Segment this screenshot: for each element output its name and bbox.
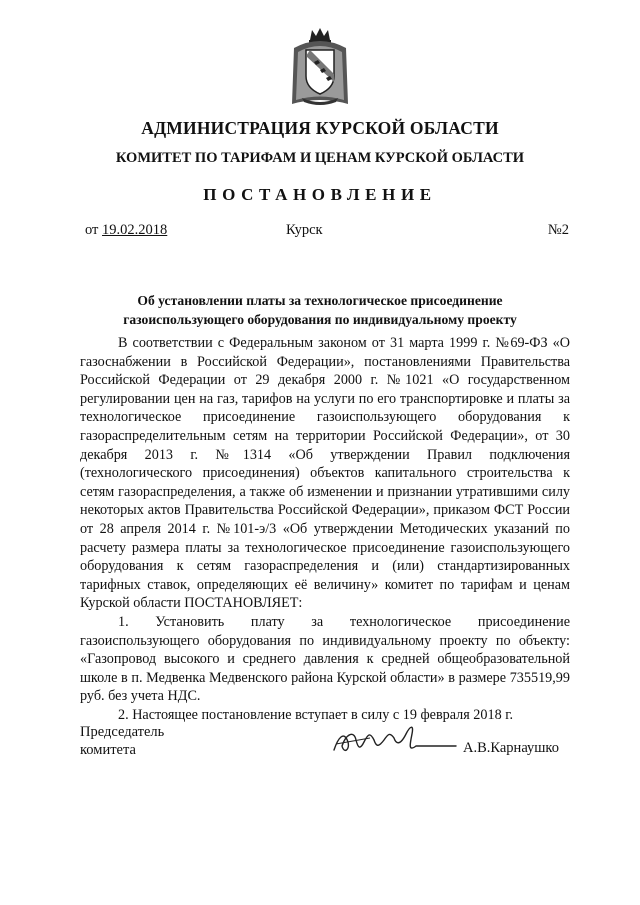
position-line-2: комитета	[80, 742, 136, 758]
resolution-item-1: 1. Установить плату за технологическое присоединение газоиспользующего оборудования по индивидуальному проекту по объекту: «Газопровод высокого и среднего давления к средней общеобразовательной школе в п. Медвенка Медвенского района Курской области» в размере 735519,99 руб. без учета НДС.	[80, 613, 570, 705]
handwritten-signature	[330, 720, 460, 760]
signer-name: А.В.Карнаушко	[463, 740, 559, 756]
document-number: №2	[547, 222, 569, 238]
document-date	[85, 222, 167, 239]
document-subject	[90, 291, 550, 329]
document-type: ПОСТАНОВЛЕНИЕ	[203, 185, 437, 204]
date-prefix: от	[85, 222, 103, 238]
date-value: 19.02.2018	[102, 222, 168, 238]
resolution-item-2: 2. Настоящее постановление вступает в силу с 19 февраля 2018 г.	[118, 706, 513, 723]
subject-line-2: газоиспользующего оборудования по индивидуальному проекту	[123, 312, 517, 327]
preamble-paragraph: В соответствии с Федеральным законом от 31 марта 1999 г. №69-ФЗ «О газоснабжении в Российской Федерации», постановлениями Правительства Российской Федерации от 29 декабря 2000 г. №1021 «О государственном регулировании цен на газ, тарифов на услуги по его транспортировке и платы за технологическое присоединение газоиспользующего оборудования к газораспределительным сетям на территории Российской Федерации», от 30 декабря 2013 г. №1314 «Об утверждении Правил подключения (технологического присоединения) объектов капитального строительства к сетям газораспределения, а также об изменении и признании утратившими силу некоторых актов Правительства Российской Федерации», приказом ФСТ России от 28 апреля 2014 г. №101-э/3 «Об утверждении Методических указаний по расчету размера платы за технологическое присоединение газоиспользующего оборудования к сетям газораспределения и (или) стандартизированных тарифных ставок, определяющих её величину» комитет по тарифам и ценам Курской области ПОСТАНОВЛЯЕТ:	[80, 335, 570, 612]
coat-of-arms-icon	[288, 26, 352, 108]
document-body	[80, 334, 570, 724]
document-city: Курск	[286, 222, 323, 238]
subject-line-1: Об установлении платы за технологическое присоединение	[137, 293, 503, 308]
organization-title: АДМИНИСТРАЦИЯ КУРСКОЙ ОБЛАСТИ	[141, 118, 499, 138]
position-line-1: Председатель	[80, 724, 165, 740]
signatory-position	[80, 723, 164, 759]
committee-title: КОМИТЕТ ПО ТАРИФАМ И ЦЕНАМ КУРСКОЙ ОБЛАСТИ	[115, 150, 525, 166]
